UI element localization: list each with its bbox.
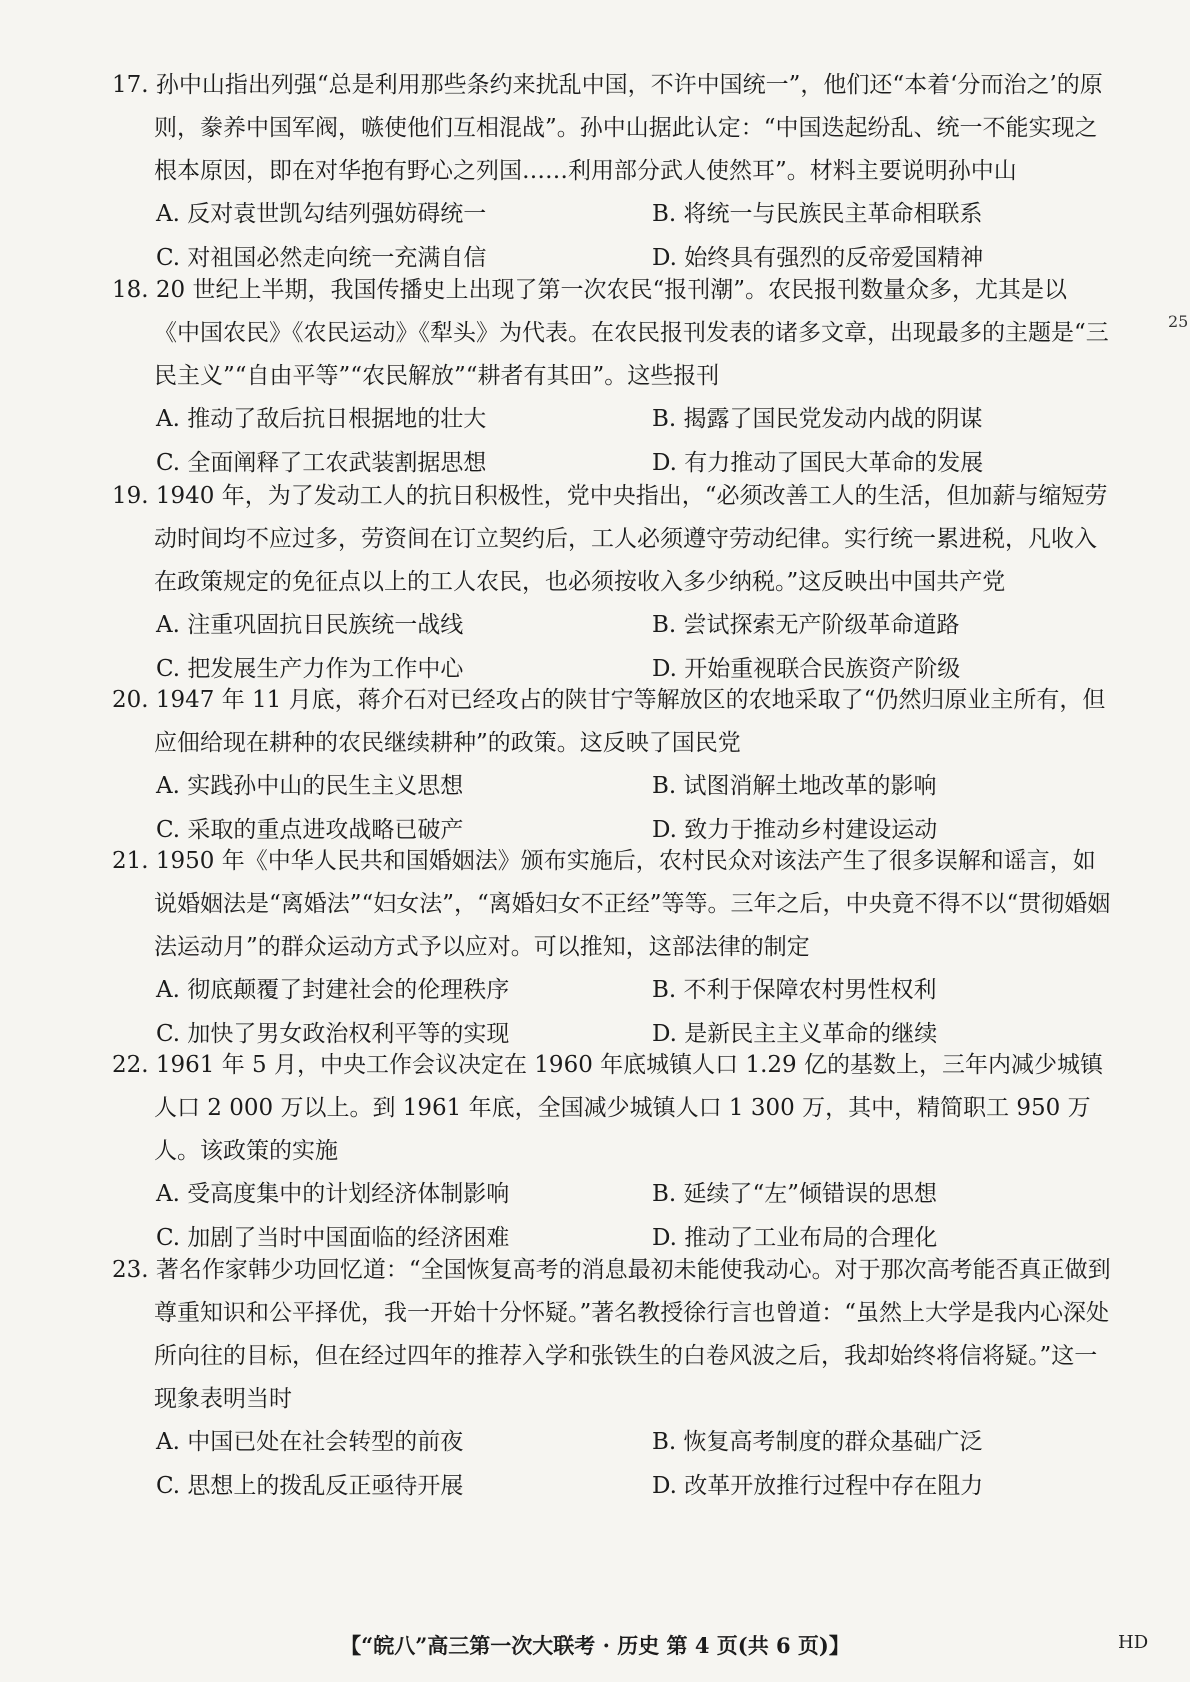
page-footer: 【“皖八”高三第一次大联考 · 历史 第 4 页(共 6 页)】 [340, 1633, 850, 1658]
option-a: A. 实践孙中山的民生主义思想 [156, 773, 464, 799]
options [112, 1173, 1112, 1261]
option-c: C. 采取的重点进攻战略已破产 [156, 817, 464, 843]
footer-code: HD [1118, 1632, 1149, 1653]
option-a: A. 彻底颠覆了封建社会的伦理秩序 [156, 977, 510, 1003]
question-19 [112, 475, 1112, 692]
option-c: C. 把发展生产力作为工作中心 [156, 656, 464, 682]
question-20 [112, 679, 1112, 853]
option-d: D. 有力推动了国民大革命的发展 [652, 450, 984, 476]
question-stem: 23. 著名作家韩少功回忆道：“全国恢复高考的消息最初未能使我动心。对于那次高考能否真正做到尊重知识和公平择优，我一开始十分怀疑。”著名教授徐行言也曾道：“虽然上大学是我内心深处所向往的目标，但在经过四年的推荐入学和张铁生的白卷风波之后，我却始终将信将疑。”这一现象表明当时 [112, 1257, 1111, 1412]
option-d: D. 改革开放推行过程中存在阻力 [652, 1473, 984, 1499]
option-a: A. 推动了敌后抗日根据地的壮大 [156, 406, 487, 432]
question-stem: 20. 1947 年 11 月底，蒋介石对已经攻占的陕甘宁等解放区的农地采取了“仍然归原业主所有，但应佃给现在耕种的农民继续耕种”的政策。这反映了国民党 [112, 687, 1106, 756]
question-21 [112, 840, 1112, 1057]
margin-mark: 25 [1168, 312, 1189, 331]
option-a: A. 反对袁世凯勾结列强妨碍统一 [156, 201, 487, 227]
option-c: C. 对祖国必然走向统一充满自信 [156, 245, 487, 271]
question-17 [112, 64, 1112, 281]
question-23 [112, 1249, 1112, 1509]
option-d: D. 是新民主主义革命的继续 [652, 1021, 938, 1047]
option-b: B. 将统一与民族民主革命相联系 [652, 201, 983, 227]
option-a: A. 受高度集中的计划经济体制影响 [156, 1181, 510, 1207]
question-stem: 21. 1950 年《中华人民共和国婚姻法》颁布实施后，农村民众对该法产生了很多误解和谣言，如说婚姻法是“离婚法”“妇女法”，“离婚妇女不正经”等等。三年之后，中央竟不得不以“贯彻婚姻法运动月”的群众运动方式予以应对。可以推知，这部法律的制定 [112, 848, 1111, 960]
question-18 [112, 269, 1112, 486]
option-d: D. 致力于推动乡村建设运动 [652, 817, 938, 843]
options [112, 398, 1112, 486]
option-b: B. 恢复高考制度的群众基础广泛 [652, 1429, 983, 1455]
option-c: C. 思想上的拨乱反正亟待开展 [156, 1473, 464, 1499]
option-c: C. 加剧了当时中国面临的经济困难 [156, 1225, 510, 1251]
option-d: D. 推动了工业布局的合理化 [652, 1225, 938, 1251]
option-d: D. 开始重视联合民族资产阶级 [652, 656, 961, 682]
question-stem: 22. 1961 年 5 月，中央工作会议决定在 1960 年底城镇人口 1.29 亿的基数上，三年内减少城镇人口 2 000 万以上。到 1961 年底，全国减少城镇人口 1 300 万，其中，精简职工 950 万人。该政策的实施 [112, 1052, 1103, 1164]
question-stem: 18. 20 世纪上半期，我国传播史上出现了第一次农民“报刊潮”。农民报刊数量众多，尤其是以《中国农民》《农民运动》《犁头》为代表。在农民报刊发表的诸多文章，出现最多的主题是“三民主义”“自由平等”“农民解放”“耕者有其田”。这些报刊 [112, 277, 1109, 389]
question-22 [112, 1044, 1112, 1261]
option-b: B. 试图消解土地改革的影响 [652, 773, 937, 799]
option-d: D. 始终具有强烈的反帝爱国精神 [652, 245, 984, 271]
question-stem: 17. 孙中山指出列强“总是利用那些条约来扰乱中国，不许中国统一”，他们还“本着‘分而治之’的原则，豢养中国军阀，嗾使他们互相混战”。孙中山据此认定：“中国迭起纷乱、统一不能实现之根本原因，即在对华抱有野心之列国……利用部分武人使然耳”。材料主要说明孙中山 [112, 72, 1103, 184]
question-stem: 19. 1940 年，为了发动工人的抗日积极性，党中央指出，“必须改善工人的生活，但加薪与缩短劳动时间均不应过多，劳资间在订立契约后，工人必须遵守劳动纪律。实行统一累进税，凡收入在政策规定的免征点以上的工人农民，也必须按收入多少纳税。”这反映出中国共产党 [112, 483, 1108, 595]
options [112, 1421, 1112, 1509]
option-b: B. 揭露了国民党发动内战的阴谋 [652, 406, 983, 432]
option-c: C. 加快了男女政治权利平等的实现 [156, 1021, 510, 1047]
option-a: A. 中国已处在社会转型的前夜 [156, 1429, 464, 1455]
option-b: B. 延续了“左”倾错误的思想 [652, 1181, 938, 1207]
option-c: C. 全面阐释了工农武装割据思想 [156, 450, 487, 476]
option-b: B. 尝试探索无产阶级革命道路 [652, 612, 960, 638]
options [112, 193, 1112, 281]
option-a: A. 注重巩固抗日民族统一战线 [156, 612, 464, 638]
option-b: B. 不利于保障农村男性权利 [652, 977, 937, 1003]
